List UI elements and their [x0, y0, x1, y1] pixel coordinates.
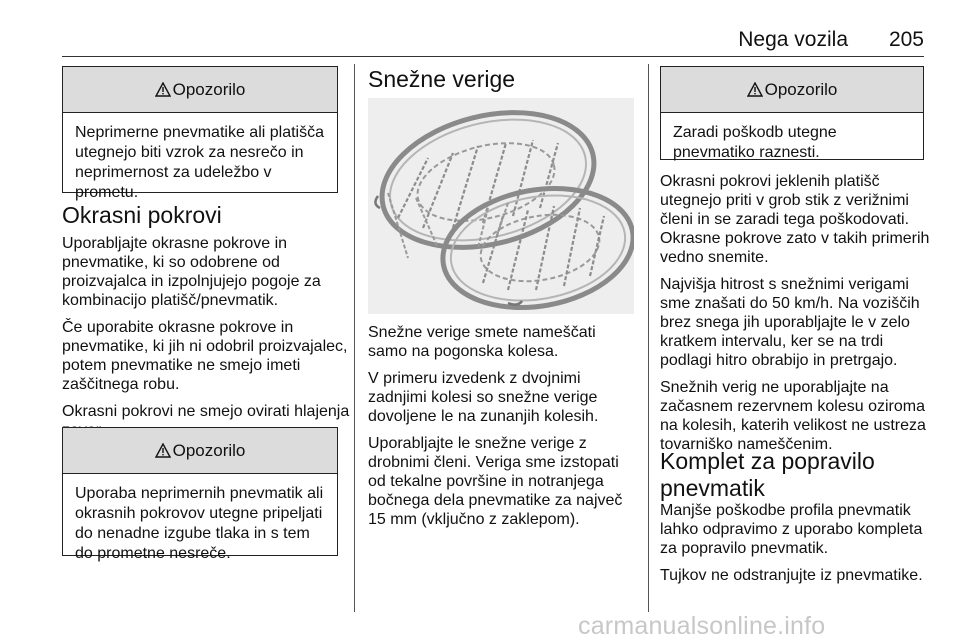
- page-header: [0, 0, 960, 58]
- warning-text: Neprimerne pnevmatike ali platišča utegnejo biti vzrok za nesrečo in neprimernost za udeležbo v prometu.: [75, 124, 324, 201]
- warning-header: [661, 67, 923, 113]
- warning-triangle-icon: [155, 443, 171, 458]
- snow-chains-notes-text: [660, 172, 936, 462]
- warning-triangle-icon: [155, 82, 171, 97]
- repair-kit-text: [660, 501, 936, 593]
- warning-header: [63, 428, 337, 474]
- paragraph: Najvišja hitrost s snežnimi verigami sme znašati do 50 km/h. Na voziščih brez snega jih uporabljajte le v zelo kratkem intervalu, ker se na trdi podlagi hitro obrabijo in pretrgajo.: [660, 276, 920, 369]
- wheel-covers-text: [62, 234, 350, 448]
- paragraph: Okrasni pokrovi jeklenih platišč utegnejo priti v grob stik z verižnimi členi in se zaradi tega poškodovati. Okrasne pokrove zato v takih primerih vedno snemite.: [660, 173, 930, 266]
- paragraph: Manjše poškodbe profila pnevmatik lahko odpravimo z uporabo kompleta za popravilo pnevmatik.: [660, 502, 923, 557]
- warning-header: [63, 67, 337, 113]
- warning-triangle-icon: [747, 82, 763, 97]
- header-rule: [62, 56, 924, 57]
- snow-chains-text: [368, 323, 638, 537]
- running-title: Nega vozila: [738, 28, 848, 51]
- section-title-repair-kit: Komplet za popravilo pnevmatik: [660, 448, 875, 501]
- snow-chains-illustration: [368, 98, 634, 314]
- warning-box-tyre-burst: [660, 66, 924, 160]
- section-title-wheel-covers: Okrasni pokrovi: [62, 202, 222, 228]
- paragraph: Snežne verige smete nameščati samo na pogonska kolesa.: [368, 324, 596, 360]
- column-divider-1: [354, 64, 355, 612]
- section-title-snow-chains: Snežne verige: [368, 66, 516, 92]
- paragraph: Uporabljajte okrasne pokrove in pnevmatike, ki so odobrene od proizvajalca in izpolnjujejo pogoje za kombinacijo platišč/pnevmatik.: [62, 235, 321, 309]
- warning-title: Opozorilo: [764, 79, 838, 99]
- paragraph: Tujkov ne odstranjujte iz pnevmatike.: [660, 567, 923, 584]
- watermark: carmanualsonline.info: [578, 612, 826, 640]
- warning-text: Uporaba neprimernih pnevmatik ali okrasnih pokrovov utegne pripeljati do nenadne izgube tlaka in s tem do prometne nesreče.: [75, 485, 324, 562]
- paragraph: Okrasni pokrovi ne smejo ovirati hlajenja: [62, 403, 350, 420]
- page-number: 205: [888, 28, 924, 51]
- warning-box-pressure-loss: [62, 427, 338, 562]
- warning-title: Opozorilo: [172, 79, 246, 99]
- paragraph: Če uporabite okrasne pokrove in pnevmatike, ki jih ni odobril proizvajalec, potem pnevmatike ne smejo imeti zaščitnega robu.: [62, 319, 348, 393]
- paragraph: Uporabljajte le snežne verige z drobnimi členi. Veriga sme izstopati od tekalne površine in notranjega bočnega dela pnevmatike za največ 15 mm (vključno z zaklepom).: [368, 435, 623, 528]
- paragraph: V primeru izvedenk z dvojnimi zadnjimi kolesi so snežne verige dovoljene le na zunanjih kolesih.: [368, 370, 599, 425]
- column-divider-2: [648, 64, 649, 612]
- warning-text: Zaradi poškodb utegne pnevmatiko raznesti.: [673, 124, 837, 161]
- warning-title: Opozorilo: [172, 440, 246, 460]
- warning-box-tyres: [62, 66, 338, 201]
- paragraph: Snežnih verig ne uporabljajte na začasnem rezervnem kolesu oziroma na kolesih, katerih velikost ne ustreza tovarniško nameščenim.: [660, 379, 926, 453]
